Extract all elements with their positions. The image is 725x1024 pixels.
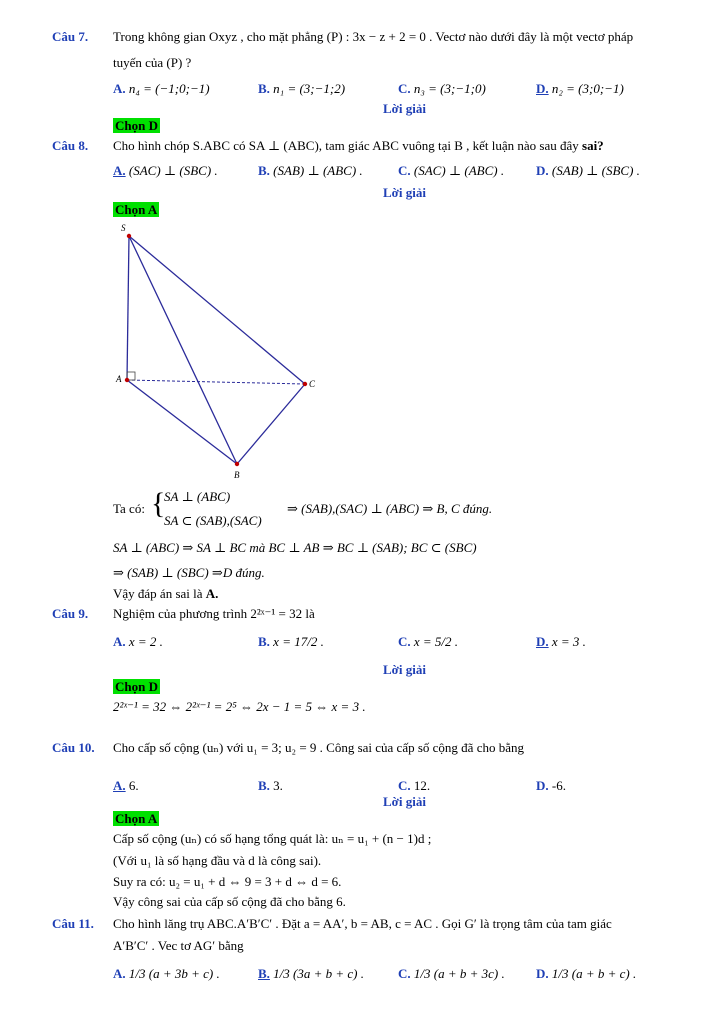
q11-text-line2: A′B′C′ . Vec tơ AG′ bằng <box>113 938 244 953</box>
edge-ac-hidden <box>127 380 305 384</box>
q9-option-b[interactable]: B. x = 17/2 . <box>258 634 324 649</box>
q8-step2: SA ⊥ (ABC) ⇒ SA ⊥ BC mà BC ⊥ AB ⇒ BC ⊥ (SAB); BC ⊂ (SBC) <box>113 540 477 555</box>
q7-option-d[interactable]: D. n₂ = (3;0;−1) <box>536 81 624 96</box>
edge-sb <box>129 236 237 464</box>
edge-sc <box>129 236 305 384</box>
point-s <box>127 234 131 238</box>
point-c <box>303 382 307 386</box>
system-line2: SA ⊂ (SAB),(SAC) <box>164 513 262 528</box>
q8-text: Cho hình chóp S.ABC có SA ⊥ (ABC), tam giác ABC vuông tại B , kết luận nào sau đây sai? <box>113 138 604 153</box>
q7-option-b[interactable]: B. n₁ = (3;−1;2) <box>258 81 346 96</box>
q7-solution-title: Lời giải <box>383 101 426 116</box>
point-b <box>235 462 239 466</box>
label-s: S <box>121 223 126 233</box>
system-line1: SA ⊥ (ABC) <box>164 489 231 504</box>
edge-bc <box>237 384 305 464</box>
q8-solution-title: Lời giải <box>383 185 426 200</box>
q9-number: Câu 9. <box>52 606 89 621</box>
q7-option-a[interactable]: A. n₄ = (−1;0;−1) <box>113 81 210 96</box>
pyramid-figure <box>110 220 330 482</box>
system-result: ⇒ (SAB),(SAC) ⊥ (ABC) ⇒ B, C đúng. <box>287 501 493 516</box>
q9-solution-title: Lời giải <box>383 662 426 677</box>
q11-option-c[interactable]: C. 1/3 (a + b + 3c) . <box>398 966 505 981</box>
q8-option-a[interactable]: A. (SAC) ⊥ (SBC) . <box>113 163 218 178</box>
q9-answer: Chọn D <box>115 679 158 694</box>
label-c: C <box>309 379 316 389</box>
q11-option-b[interactable]: B. 1/3 (3a + b + c) . <box>258 966 365 981</box>
q10-line1: Cấp số cộng (uₙ) có số hạng tổng quát là: uₙ = u₁ + (n − 1)d ; <box>113 831 432 846</box>
q8-option-d[interactable]: D. (SAB) ⊥ (SBC) . <box>536 163 640 178</box>
q8-number: Câu 8. <box>52 138 89 153</box>
label-a: A <box>116 374 122 384</box>
q11-option-d[interactable]: D. 1/3 (a + b + c) . <box>536 966 637 981</box>
q10-line3: Suy ra có: u₂ = u₁ + d ⇔ 9 = 3 + d ⇔ d = 6. <box>113 874 342 889</box>
q8-option-b[interactable]: B. (SAB) ⊥ (ABC) . <box>258 163 363 178</box>
q7-answer: Chọn D <box>115 118 158 133</box>
q10-answer: Chọn A <box>115 811 158 826</box>
edge-ab <box>127 380 237 464</box>
q8-ta-co: Ta có: <box>113 501 145 516</box>
q10-option-a[interactable]: A. 6. <box>113 778 139 793</box>
q11-number: Câu 11. <box>52 916 94 931</box>
q11-option-a[interactable]: A. 1/3 (a + 3b + c) . <box>113 966 220 981</box>
q8-answer: Chọn A <box>115 202 158 217</box>
q10-option-b[interactable]: B. 3. <box>258 778 283 793</box>
q7-option-c[interactable]: C. n₃ = (3;−1;0) <box>398 81 486 96</box>
q10-line4: Vậy công sai của cấp số cộng đã cho bằng 6. <box>113 894 346 909</box>
q9-option-c[interactable]: C. x = 5/2 . <box>398 634 459 649</box>
q8-step3: ⇒ (SAB) ⊥ (SBC) ⇒D đúng. <box>113 565 265 580</box>
q8-option-c[interactable]: C. (SAC) ⊥ (ABC) . <box>398 163 505 178</box>
q10-number: Câu 10. <box>52 740 95 755</box>
q9-text: Nghiệm của phương trình 2²ˣ⁻¹ = 32 là <box>113 606 315 621</box>
q10-option-c[interactable]: C. 12. <box>398 778 431 793</box>
q7-number: Câu 7. <box>52 29 89 44</box>
q9-option-d[interactable]: D. x = 3 . <box>536 634 586 649</box>
q7-text-line2: tuyến của (P) ? <box>113 55 192 70</box>
q9-solution: 2²ˣ⁻¹ = 32 ⇔ 2²ˣ⁻¹ = 2⁵ ⇔ 2x − 1 = 5 ⇔ x = 3 . <box>113 699 366 714</box>
label-b: B <box>234 470 240 480</box>
q11-text-line1: Cho hình lăng trụ ABC.A′B′C′ . Đặt a = AA′, b = AB, c = AC . Gọi G′ là trọng tâm của tam giác <box>113 916 612 931</box>
system-brace: { <box>151 487 166 520</box>
q9-option-a[interactable]: A. x = 2 . <box>113 634 163 649</box>
q8-conclusion: Vậy đáp án sai là A. <box>113 586 219 601</box>
q10-text: Cho cấp số cộng (uₙ) với u₁ = 3; u₂ = 9 . Công sai của cấp số cộng đã cho bằng <box>113 740 524 755</box>
q10-option-d[interactable]: D. -6. <box>536 778 566 793</box>
q10-solution-title: Lời giải <box>383 794 426 809</box>
edge-sa <box>127 236 129 380</box>
point-a <box>125 378 129 382</box>
q7-text-line1: Trong không gian Oxyz , cho mặt phẳng (P) : 3x − z + 2 = 0 . Vectơ nào dưới đây là một vectơ pháp <box>113 29 634 44</box>
q10-line2: (Với u₁ là số hạng đầu và d là công sai). <box>113 853 322 868</box>
